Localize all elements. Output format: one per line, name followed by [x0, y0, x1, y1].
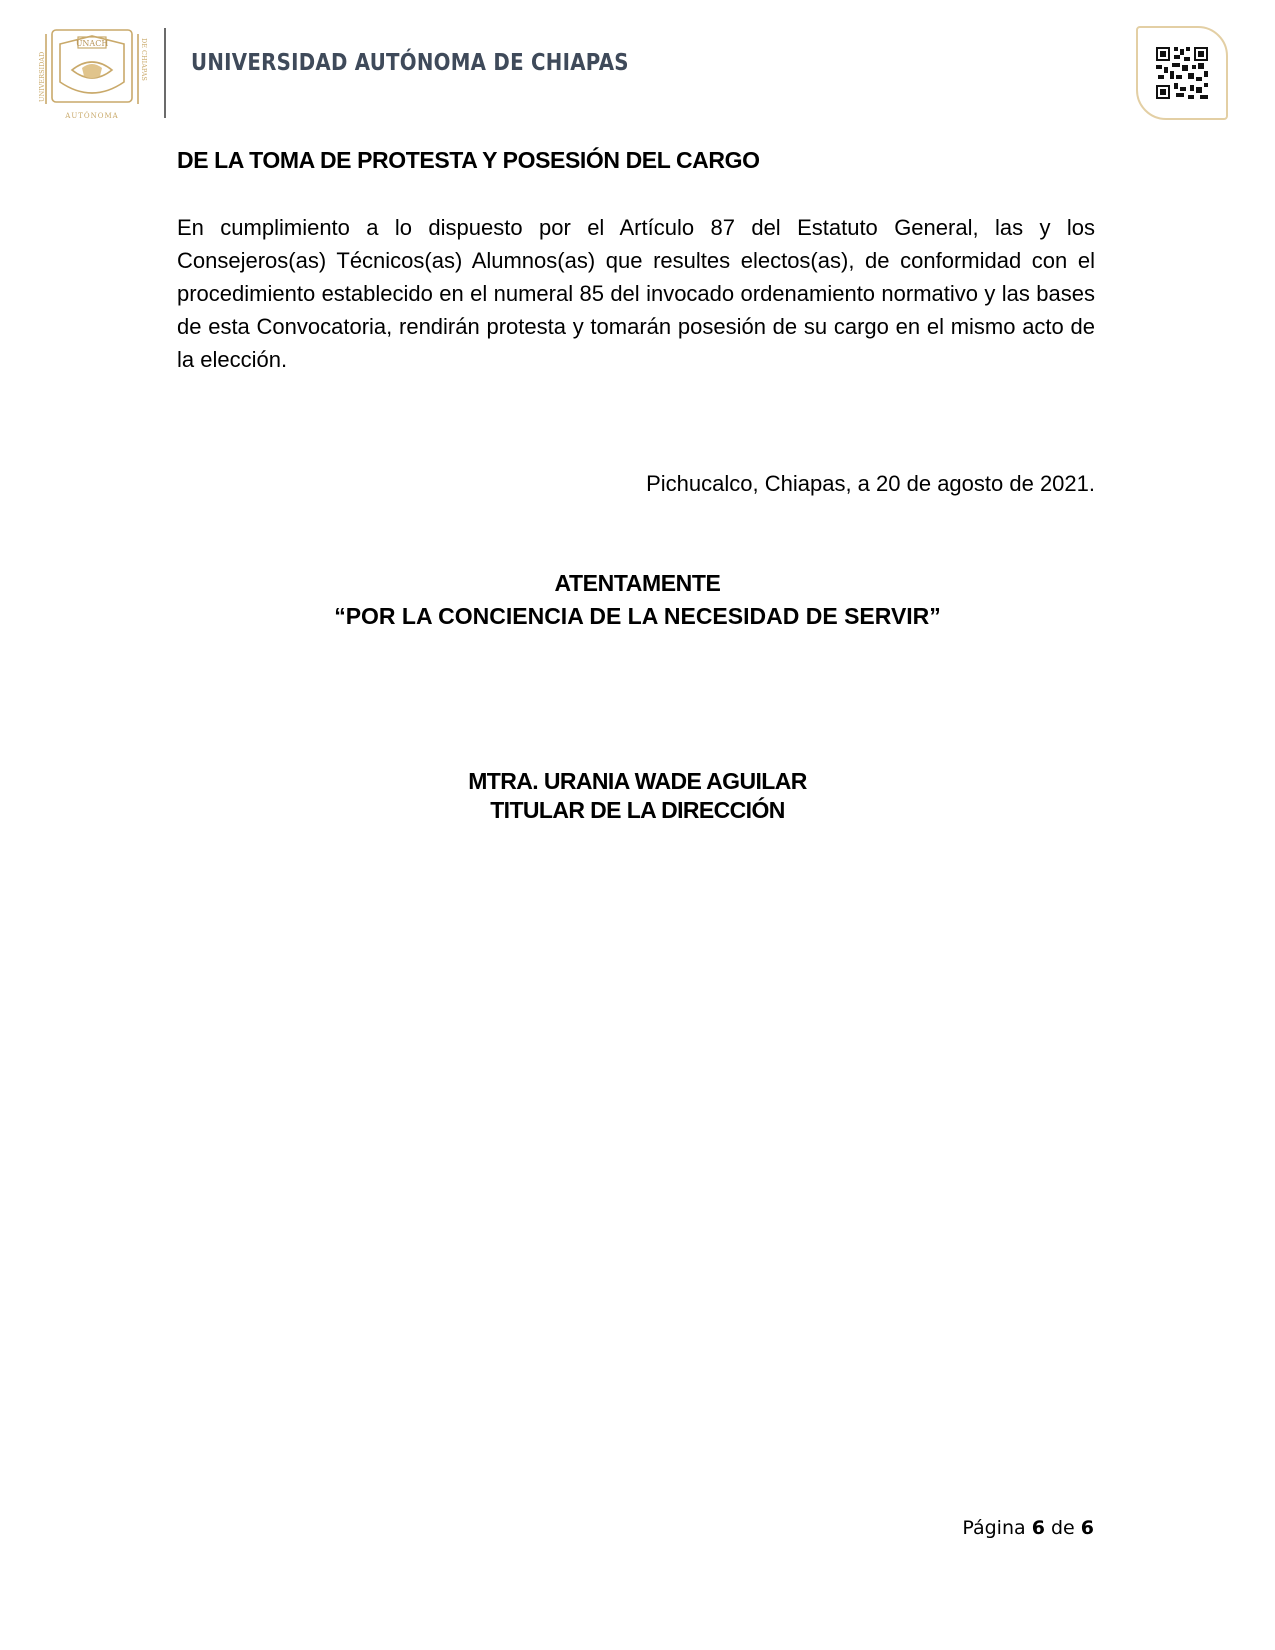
- page-total: 6: [1080, 1517, 1094, 1539]
- signer-position: TITULAR DE LA DIRECCIÓN: [490, 797, 785, 823]
- section-title: DE LA TOMA DE PROTESTA Y POSESIÓN DEL CARGO: [177, 147, 760, 173]
- page-current: 6: [1031, 1517, 1045, 1539]
- place-date: Pichucalco, Chiapas, a 20 de agosto de 2021.: [646, 471, 1095, 496]
- seal-text-bottom: AUTÓNOMA: [65, 112, 119, 120]
- page-header: [0, 0, 1275, 130]
- qr-code-icon: [1156, 47, 1208, 99]
- university-name: UNIVERSIDAD AUTÓNOMA DE CHIAPAS: [191, 50, 629, 76]
- signer-name: MTRA. URANIA WADE AGUILAR: [468, 768, 807, 794]
- closing-heading: ATENTAMENTE: [554, 570, 721, 596]
- qr-frame: [1136, 26, 1228, 120]
- seal-text-top: UNACH: [75, 39, 109, 48]
- institutional-motto: “POR LA CONCIENCIA DE LA NECESIDAD DE SERVIR”: [334, 603, 941, 629]
- header-divider: [164, 28, 166, 118]
- page-separator: de: [1050, 1517, 1075, 1539]
- page-prefix: Página: [962, 1517, 1026, 1539]
- seal-text-right: DE CHIAPAS: [140, 38, 148, 81]
- body-paragraph: En cumplimiento a lo dispuesto por el Artículo 87 del Estatuto General, las y los Consejeros(as) Técnicos(as) Alumnos(as) que resultes electos(as), de conformidad con el procedimiento establecido en el numeral 85 del invocado ordenamiento normativo y las bases de esta Convocatoria, rendirán protesta y tomarán posesión de su cargo en el mismo acto de la elección.: [177, 215, 1095, 372]
- university-seal-icon: [38, 24, 146, 122]
- seal-text-left: UNIVERSIDAD: [38, 51, 46, 102]
- page-number: [962, 1517, 1094, 1539]
